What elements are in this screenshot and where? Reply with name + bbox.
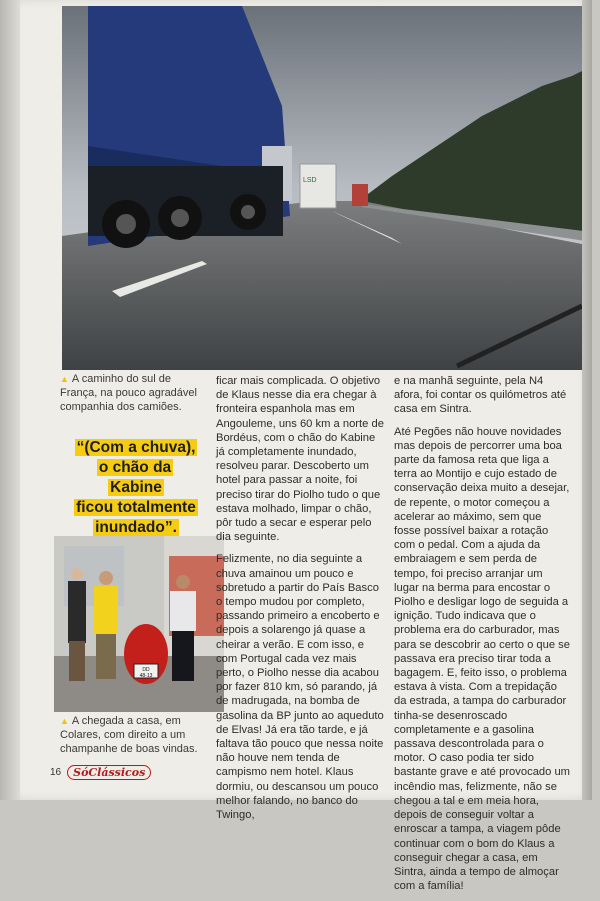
magazine-logo: SóClássicos [67, 765, 151, 780]
distant-truck-label: LSD [303, 177, 317, 184]
pull-quote-line-2: o chão da Kabine [98, 459, 172, 496]
pull-quote-line-1: “(Com a chuva), [76, 439, 196, 456]
page-edge [582, 0, 592, 800]
pull-quote-line-4: inundado”. [95, 519, 177, 536]
plate-line-1: DD [142, 667, 150, 673]
article-column-2 [394, 374, 570, 901]
caption-triangle-icon: ▲ [60, 716, 69, 726]
column-1-paragraph: Felizmente, no dia seguinte a chuva amainou um pouco e sobretudo a partir do País Basco o tempo mudou por completo, passando primeiro a encoberto e depois a solarengo já quase a cheirar a verão. E com isso, e com Portugal cada vez mais perto, o Piolho nesse dia acabou por fazer 810 km, só parando, já de madrugada, na bomba de gasolina da BP junto ao aqueduto de Elvas! Já era tão tarde, e já faltava tão pouco que nessa noite não houve nem tenda de campismo nem hotel. Klaus dormiu, ou descansou um pouco melhor falando, no banco do Twingo, [216, 553, 384, 822]
column-2-paragraph: e na manhã seguinte, pela N4 afora, foi contar os quilómetros até casa em Sintra. [394, 375, 567, 416]
article-column-1 [216, 374, 384, 830]
page-spine [0, 0, 20, 800]
photo-arrival-colares [54, 536, 224, 712]
caption-bottom [60, 714, 210, 756]
caption-triangle-icon: ▲ [60, 374, 69, 384]
column-1-paragraph: ficar mais complicada. O objetivo de Klaus nesse dia era chegar à fronteira espanhola mas em Angouleme, uns 60 km a norte de Bordéus, com o chão do Kabine já completamente inundado, resolveu parar. Descoberto um hotel para passar a noite, foi preciso tirar do Piolho tudo o que estava molhado, limpar o chão, pôr tudo a secar e esperar pelo dia seguinte. [216, 375, 384, 544]
column-2-paragraph: Até Pegões não houve novidades mas depois de percorrer uma boa parte da famosa reta que liga a terra ao Montijo e cujo estado de conservação deixa muito a desejar, de repente, o motor começou a acelerar ao máximo, sem que fosse possível baixar a rotação com o pedal. Com a ajuda da embraiagem e sem perda de tempo, foi preciso arranjar um lugar na berma para encostar o Piolho e desligar logo de seguida a ignição. Tudo indicava que o problema era do carburador, mas para se descobrir ao certo o que se passava era preciso tirar toda a bagagem. E, feito isso, o problema estava à vista. Com a trepidação da estrada, a tampa do carburador tinha-se desenroscado completamente e a gasolina passava descontrolada para o motor. O caso podia ter sido bastante grave e até provocado um incêndio mas, felizmente, não se chegou a tal e em meia hora, depois de conseguir voltar a enroscar a tampa, a viagem pôde continuar com o bom do Klaus a conseguir chegar a casa, em Sintra, ainda a tempo de almoçar com a família! [394, 425, 571, 893]
page-footer [50, 765, 151, 780]
photo-highway-trucks [62, 6, 592, 370]
plate-line-2: 48-13 [139, 673, 153, 679]
caption-top [60, 372, 200, 414]
magazine-page [20, 0, 592, 893]
pull-quote [70, 438, 202, 538]
page-number: 16 [50, 767, 62, 778]
caption-top-text: A caminho do sul de França, na pouco agradável companhia dos camiões. [60, 373, 197, 413]
caption-bottom-text: A chegada a casa, em Colares, com direito a um champanhe de boas vindas. [60, 715, 198, 755]
pull-quote-line-3: ficou totalmente [76, 499, 196, 516]
